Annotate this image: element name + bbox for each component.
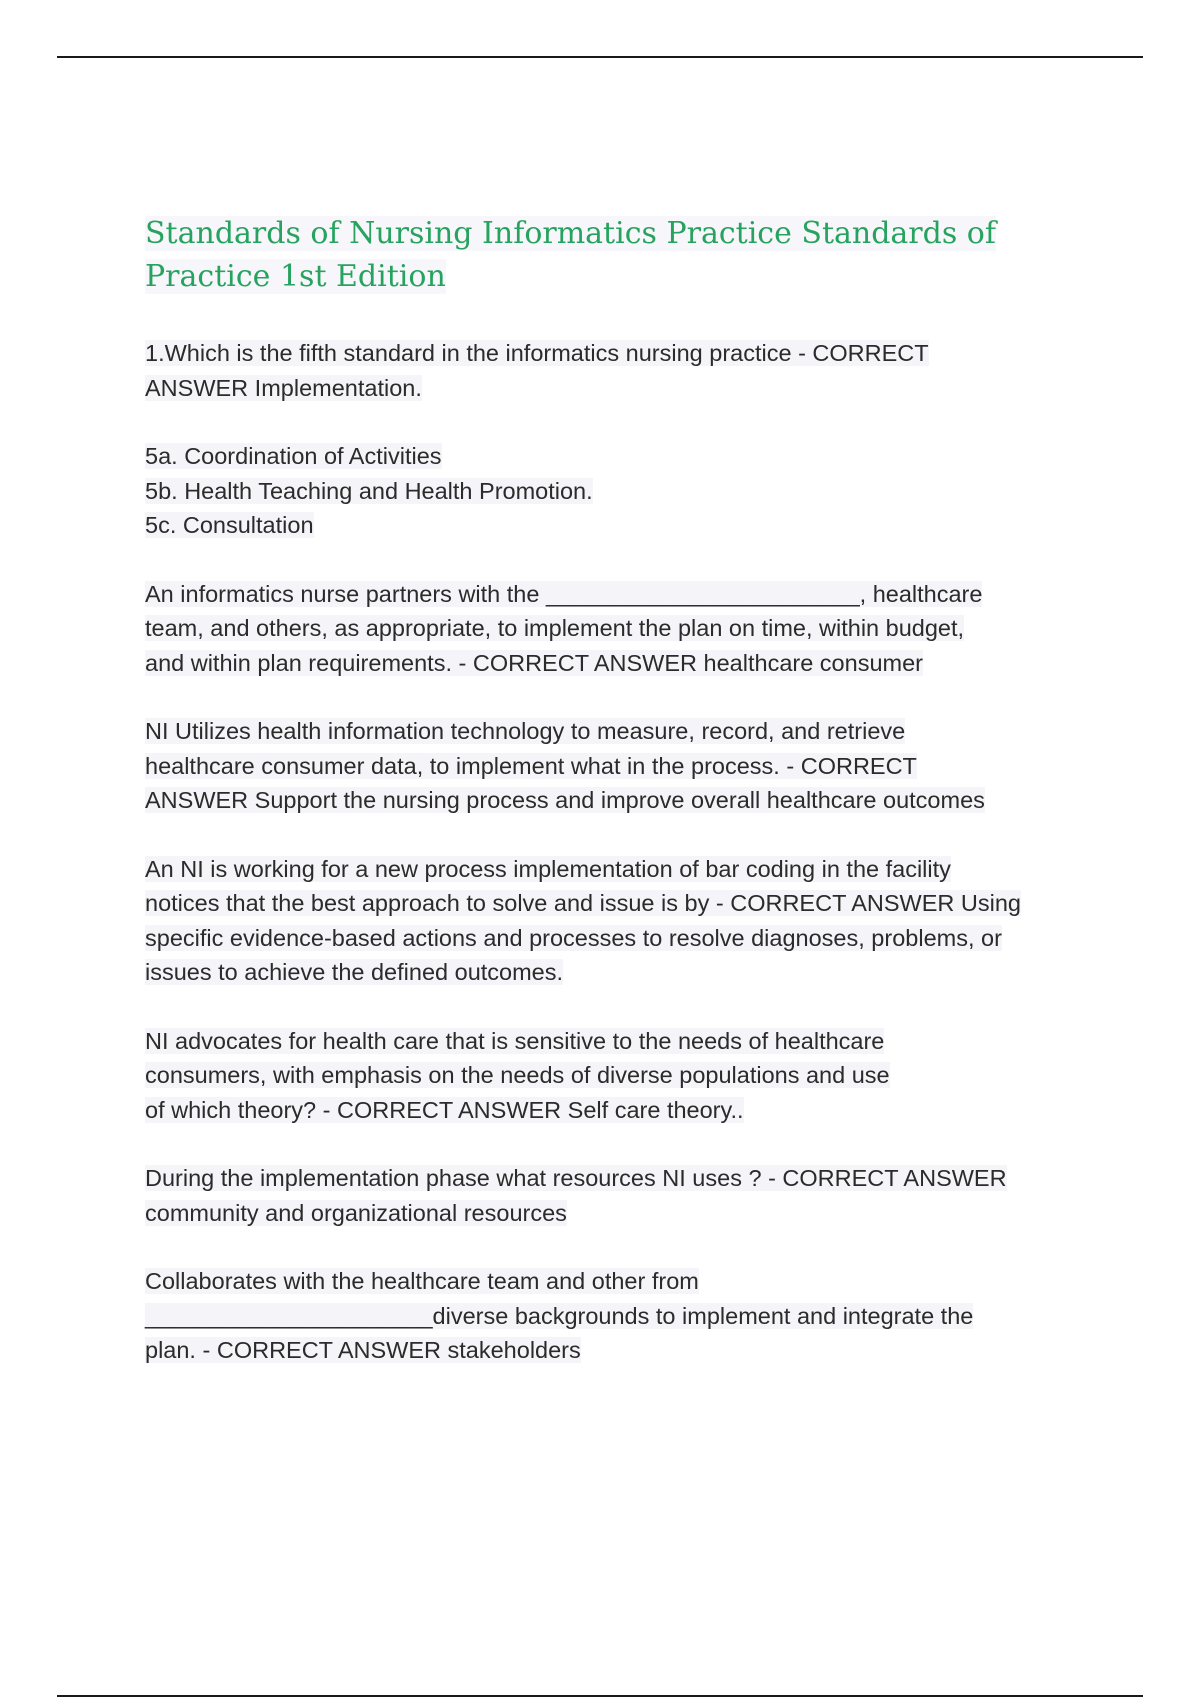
sub-standard-5c: 5c. Consultation xyxy=(145,512,314,538)
title-container xyxy=(145,212,1025,298)
qa-block-2 xyxy=(145,577,1085,681)
qa-line: An informatics nurse partners with the ________________________, healthcare xyxy=(145,580,983,607)
qa-line: ANSWER Support the nursing process and improve overall healthcare outcomes xyxy=(145,787,985,813)
qa-line: NI Utilizes health information technology to measure, record, and retrieve xyxy=(145,718,906,744)
qa-line: of which theory? - CORRECT ANSWER Self care theory.. xyxy=(145,1096,744,1123)
qa-block-5 xyxy=(145,1024,1085,1128)
document-body xyxy=(145,212,1085,1402)
qa-line: NI advocates for health care that is sensitive to the needs of healthcare xyxy=(145,1027,885,1054)
top-rule xyxy=(57,56,1143,58)
sub-standard-5a: 5a. Coordination of Activities xyxy=(145,443,442,469)
qa-line: team, and others, as appropriate, to implement the plan on time, within budget, xyxy=(145,615,965,641)
qa-line: plan. - CORRECT ANSWER stakeholders xyxy=(145,1337,581,1363)
qa-line: healthcare consumer data, to implement what in the process. - CORRECT xyxy=(145,752,917,779)
qa-block-1 xyxy=(145,336,1085,405)
sub-standard-5b: 5b. Health Teaching and Health Promotion. xyxy=(145,477,593,504)
qa-line: ANSWER Implementation. xyxy=(145,374,422,401)
bottom-rule xyxy=(57,1695,1143,1697)
qa-line: An NI is working for a new process implementation of bar coding in the facility xyxy=(145,855,951,882)
qa-line: specific evidence-based actions and processes to resolve diagnoses, problems, or xyxy=(145,924,1002,951)
qa-block-6 xyxy=(145,1161,1085,1230)
qa-line: issues to achieve the defined outcomes. xyxy=(145,959,564,985)
qa-line: During the implementation phase what resources NI uses ? - CORRECT ANSWER xyxy=(145,1165,1007,1191)
qa-line: consumers, with emphasis on the needs of diverse populations and use xyxy=(145,1062,890,1088)
qa-line: notices that the best approach to solve and issue is by - CORRECT ANSWER Using xyxy=(145,890,1021,916)
qa-line: 1.Which is the fifth standard in the informatics nursing practice - CORRECT xyxy=(145,340,929,366)
qa-block-3 xyxy=(145,714,1085,818)
qa-line: community and organizational resources xyxy=(145,1199,567,1226)
qa-line: and within plan requirements. - CORRECT ANSWER healthcare consumer xyxy=(145,649,923,676)
document-title: Standards of Nursing Informatics Practice Standards of Practice 1st Edition xyxy=(145,216,996,294)
qa-block-4 xyxy=(145,852,1085,990)
qa-block-7 xyxy=(145,1264,1085,1368)
qa-line: Collaborates with the healthcare team and other from xyxy=(145,1268,699,1294)
qa-line: ______________________diverse backgrounds to implement and integrate the xyxy=(145,1302,974,1329)
sub-standards-list xyxy=(145,439,1085,543)
